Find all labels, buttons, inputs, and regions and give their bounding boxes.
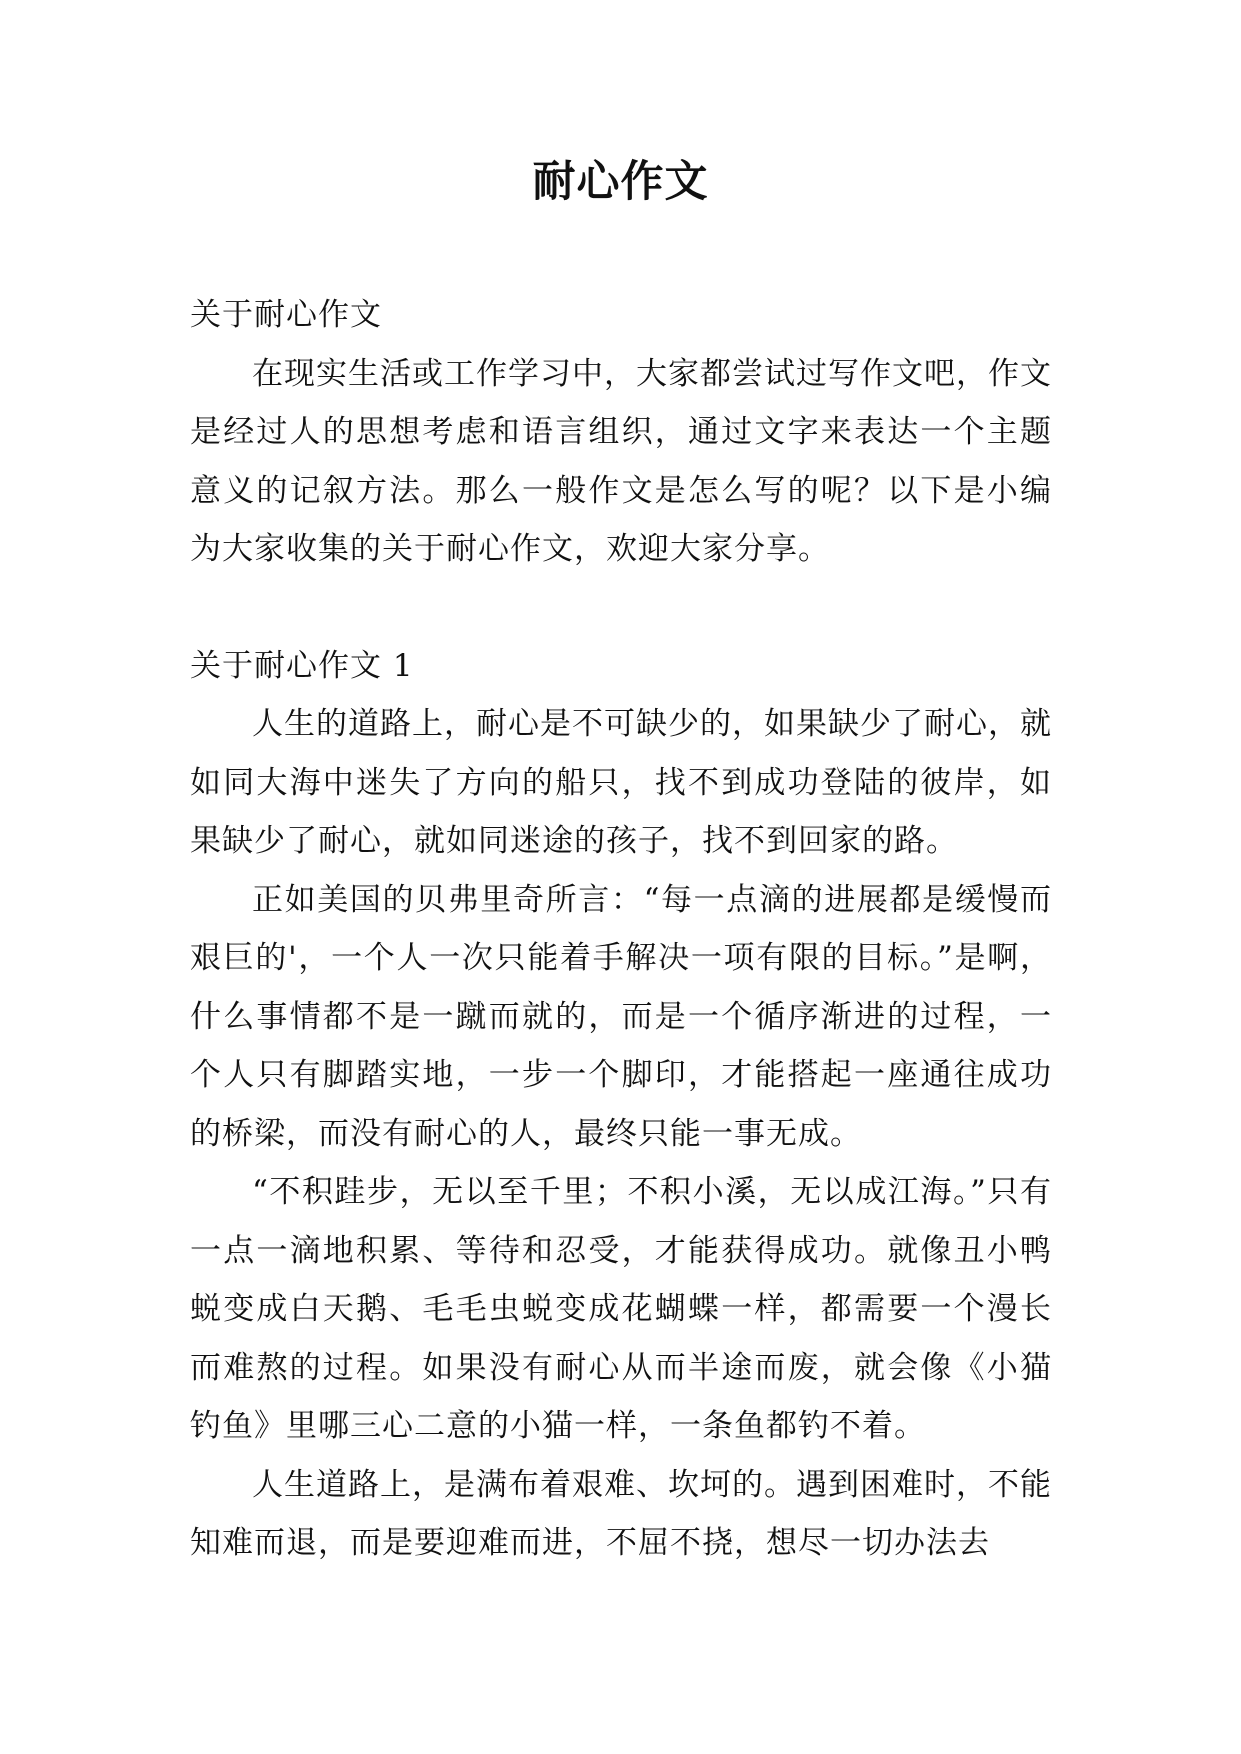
body-paragraph-2: 正如美国的贝弗里奇所言：“每一点滴的进展都是缓慢而艰巨的'，一个人一次只能着手解决一项有限的目标。”是啊，什么事情都不是一蹴而就的，而是一个循序渐进的过程，一个人只有脚踏实地，一步一个脚印，才能搭起一座通往成功的桥梁，而没有耐心的人，最终只能一事无成。 — [190, 881, 1052, 1152]
intro-paragraph: 在现实生活或工作学习中，大家都尝试过写作文吧，作文是经过人的思想考虑和语言组织，通过文字来表达一个主题意义的记叙方法。那么一般作文是怎么写的呢？以下是小编为大家收集的关于耐心作文，欢迎大家分享。 — [190, 355, 1052, 567]
document-title: 耐心作文 — [532, 157, 709, 207]
section-heading: 关于耐心作文 1 — [190, 647, 414, 684]
body-paragraph-3: “不积跬步，无以至千里；不积小溪，无以成江海。”只有一点一滴地积累、等待和忍受，才能获得成功。就像丑小鸭蜕变成白天鹅、毛毛虫蜕变成花蝴蝶一样，都需要一个漫长而难熬的过程。如果没有耐心从而半途而废，就会像《小猫钓鱼》里哪三心二意的小猫一样，一条鱼都钓不着。 — [190, 1174, 1052, 1444]
document-body — [190, 286, 1052, 1573]
intro-heading: 关于耐心作文 — [190, 297, 382, 333]
section-spacer — [190, 579, 1052, 637]
body-paragraph-4: 人生道路上，是满布着艰难、坎坷的。遇到困难时，不能知难而退，而是要迎难而进，不屈不挠，想尽一切办法去 — [190, 1466, 1052, 1561]
body-paragraph-1: 人生的道路上，耐心是不可缺少的，如果缺少了耐心，就如同大海中迷失了方向的船只，找不到成功登陆的彼岸，如果缺少了耐心，就如同迷途的孩子，找不到回家的路。 — [190, 706, 1052, 859]
